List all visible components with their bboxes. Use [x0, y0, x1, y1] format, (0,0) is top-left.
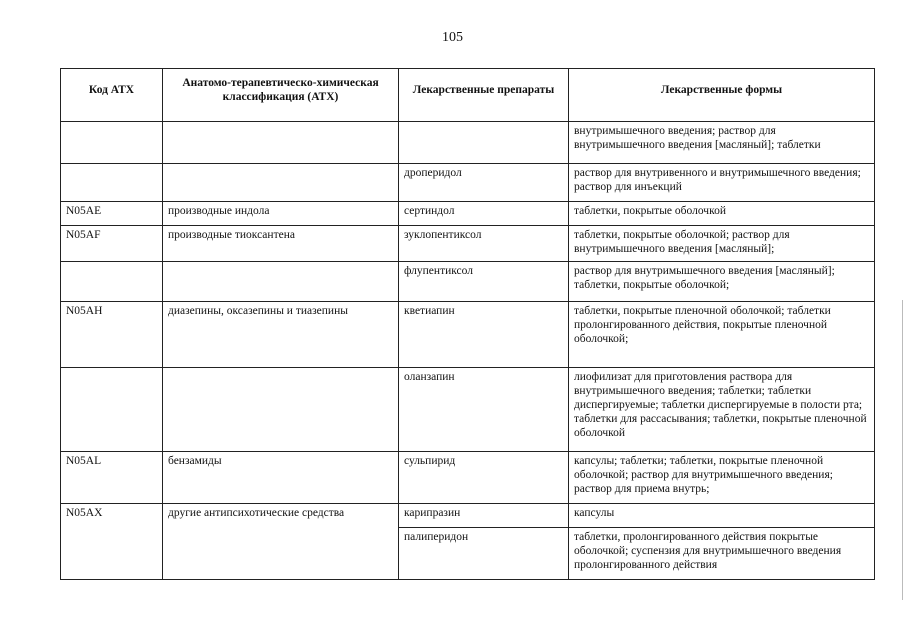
forms-cell: внутримышечного введения; раствор для внутримышечного введения [масляный]; таблетки	[569, 122, 875, 164]
header-classification: Анатомо-терапевтическо-химическая классификация (АТХ)	[163, 69, 399, 122]
drug-cell: оланзапин	[399, 368, 569, 452]
atc-code-cell: N05AX	[61, 504, 163, 580]
classification-cell	[163, 262, 399, 302]
drug-cell: карипразин	[399, 504, 569, 528]
drug-cell	[399, 122, 569, 164]
table-row	[61, 452, 875, 504]
table-header-row	[61, 69, 875, 122]
forms-cell: раствор для внутривенного и внутримышечного введения; раствор для инъекций	[569, 164, 875, 202]
drug-cell: сульпирид	[399, 452, 569, 504]
atc-drug-table	[60, 68, 875, 580]
classification-cell: диазепины, оксазепины и тиазепины	[163, 302, 399, 368]
drug-cell: палиперидон	[399, 528, 569, 580]
classification-cell: производные тиоксантена	[163, 226, 399, 262]
header-code: Код АТХ	[61, 69, 163, 122]
table-row	[61, 122, 875, 164]
table-row	[61, 504, 875, 528]
atc-code-cell: N05AF	[61, 226, 163, 262]
atc-code-cell	[61, 368, 163, 452]
forms-cell: таблетки, покрытые пленочной оболочкой; таблетки пролонгированного действия, покрытые пленочной оболочкой;	[569, 302, 875, 368]
classification-cell: производные индола	[163, 202, 399, 226]
forms-cell: таблетки, покрытые оболочкой; раствор для внутримышечного введения [масляный];	[569, 226, 875, 262]
page-number: 105	[442, 30, 463, 45]
drug-cell: флупентиксол	[399, 262, 569, 302]
table-row	[61, 302, 875, 368]
table-row	[61, 262, 875, 302]
header-drugs: Лекарственные препараты	[399, 69, 569, 122]
forms-cell: таблетки, пролонгированного действия покрытые оболочкой; суспензия для внутримышечного введения пролонгированного действия	[569, 528, 875, 580]
forms-cell: лиофилизат для приготовления раствора для внутримышечного введения; таблетки; таблетки диспергируемые; таблетки диспергируемые в полости рта; таблетки для рассасывания; таблетки, покрытые пленочной оболочкой	[569, 368, 875, 452]
atc-code-cell	[61, 164, 163, 202]
table-row	[61, 202, 875, 226]
table-row	[61, 164, 875, 202]
drug-cell: зуклопентиксол	[399, 226, 569, 262]
forms-cell: капсулы; таблетки; таблетки, покрытые пленочной оболочкой; раствор для внутримышечного введения; раствор для приема внутрь;	[569, 452, 875, 504]
drug-cell: кветиапин	[399, 302, 569, 368]
table-row	[61, 368, 875, 452]
atc-code-cell	[61, 262, 163, 302]
table-row	[61, 226, 875, 262]
atc-code-cell: N05AL	[61, 452, 163, 504]
drug-cell: сертиндол	[399, 202, 569, 226]
atc-code-cell	[61, 122, 163, 164]
classification-cell	[163, 122, 399, 164]
classification-cell	[163, 164, 399, 202]
atc-code-cell: N05AH	[61, 302, 163, 368]
drug-cell: дроперидол	[399, 164, 569, 202]
forms-cell: раствор для внутримышечного введения [масляный]; таблетки, покрытые оболочкой;	[569, 262, 875, 302]
atc-code-cell: N05AE	[61, 202, 163, 226]
scan-edge-mark	[902, 300, 903, 600]
classification-cell	[163, 368, 399, 452]
forms-cell: таблетки, покрытые оболочкой	[569, 202, 875, 226]
header-forms: Лекарственные формы	[569, 69, 875, 122]
forms-cell: капсулы	[569, 504, 875, 528]
classification-cell: другие антипсихотические средства	[163, 504, 399, 580]
classification-cell: бензамиды	[163, 452, 399, 504]
